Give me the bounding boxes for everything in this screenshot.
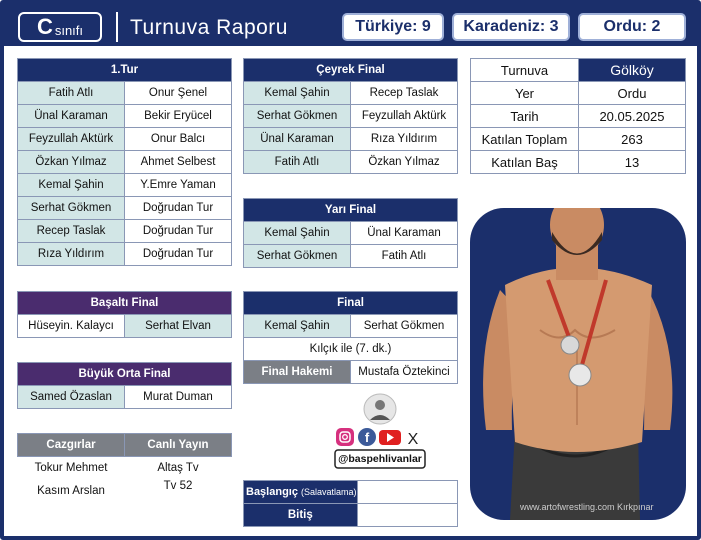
- channel-name: Tv 52: [163, 479, 193, 492]
- info-value: 13: [579, 151, 686, 174]
- count-badge-ordu: Ordu: 2: [578, 13, 686, 41]
- table-row: [244, 151, 458, 174]
- wrestler-b: Serhat Gökmen: [351, 315, 458, 338]
- cazgir-yayin-table: [17, 433, 232, 503]
- round1-table: [17, 58, 232, 266]
- wrestler-b: Doğrudan Tur: [125, 197, 232, 220]
- wrestler-b: Doğrudan Tur: [125, 243, 232, 266]
- table-row: [18, 82, 232, 105]
- page-title: Turnuva Raporu: [130, 16, 288, 39]
- table-row: [471, 105, 686, 128]
- wrestler-a: Özkan Yılmaz: [18, 151, 125, 174]
- table-row: [18, 457, 232, 480]
- wrestler-b: Bekir Eryücel: [125, 105, 232, 128]
- channel-name: Altaş Tv: [157, 462, 199, 475]
- wrestler-b: Rıza Yıldırım: [351, 128, 458, 151]
- wrestler-a: Kemal Şahin: [244, 315, 351, 338]
- wrestler-a: Kemal Şahin: [18, 174, 125, 197]
- table-row: [244, 315, 458, 338]
- wrestler-a: Serhat Gökmen: [18, 197, 125, 220]
- buyuk-orta-final-table: [17, 362, 232, 409]
- quarter-final-table: [243, 58, 458, 174]
- basalti-final-title: Başaltı Final: [18, 292, 232, 315]
- table-row: [18, 220, 232, 243]
- table-row: [471, 82, 686, 105]
- final-table: [243, 291, 458, 384]
- info-label: Tarih: [471, 105, 579, 128]
- social-handle[interactable]: @baspehlivanlar: [338, 453, 422, 465]
- wrestler-b: Feyzullah Aktürk: [351, 105, 458, 128]
- info-value: Ordu: [579, 82, 686, 105]
- table-row: [18, 243, 232, 266]
- table-row: [18, 386, 232, 409]
- wrestler-a: Rıza Yıldırım: [18, 243, 125, 266]
- live-stream-title: Canlı Yayın: [125, 434, 232, 457]
- table-row: [244, 338, 458, 361]
- header-bar: [4, 4, 697, 46]
- wrestler-a: Ünal Karaman: [18, 105, 125, 128]
- wrestler-b: Y.Emre Yaman: [125, 174, 232, 197]
- wrestler-a: Serhat Gökmen: [244, 245, 351, 268]
- start-label: [244, 481, 358, 504]
- info-value: 20.05.2025: [579, 105, 686, 128]
- table-row: [471, 151, 686, 174]
- basalti-final-table: [17, 291, 232, 338]
- wrestler-b: Ünal Karaman: [351, 222, 458, 245]
- logo-letter: C: [36, 14, 53, 39]
- tournament-name: Gölköy: [579, 59, 686, 82]
- info-label: Katılan Toplam: [471, 128, 579, 151]
- svg-text:f: f: [364, 430, 370, 445]
- semi-final-title: Yarı Final: [244, 199, 458, 222]
- wrestler-a: Ünal Karaman: [244, 128, 351, 151]
- buyuk-orta-final-title: Büyük Orta Final: [18, 363, 232, 386]
- table-row: [18, 197, 232, 220]
- wrestler-a: Fatih Atlı: [244, 151, 351, 174]
- count-badge-turkiye: Türkiye: 9: [342, 13, 444, 41]
- info-value: 263: [579, 128, 686, 151]
- wrestler-a: Recep Taslak: [18, 220, 125, 243]
- round1-title: 1.Tur: [18, 59, 232, 82]
- wrestler-b: Recep Taslak: [351, 82, 458, 105]
- wrestler-a: Kemal Şahin: [244, 222, 351, 245]
- wrestler-b: Ahmet Selbest: [125, 151, 232, 174]
- info-label: Turnuva: [471, 59, 579, 82]
- header-divider: [116, 12, 118, 42]
- wrestler-b: Onur Balcı: [125, 128, 232, 151]
- avatar: [364, 394, 396, 424]
- end-time: [357, 504, 457, 527]
- table-row: [244, 481, 458, 504]
- x-icon[interactable]: [408, 431, 419, 448]
- table-row: [18, 315, 232, 338]
- champion-photo: [470, 180, 690, 520]
- wrestler-b: Serhat Elvan: [125, 315, 232, 338]
- quarter-final-title: Çeyrek Final: [244, 59, 458, 82]
- table-row: [471, 128, 686, 151]
- table-row: [18, 151, 232, 174]
- wrestler-illustration: [470, 180, 690, 520]
- tournament-info-table: [470, 58, 686, 174]
- wrestler-b: Fatih Atlı: [351, 245, 458, 268]
- table-row: [471, 59, 686, 82]
- end-label: Bitiş: [244, 504, 358, 527]
- instagram-icon[interactable]: [336, 428, 354, 446]
- start-label-text: Başlangıç: [246, 486, 298, 498]
- wrestler-b: Doğrudan Tur: [125, 220, 232, 243]
- table-row: [18, 480, 232, 503]
- table-row: [244, 82, 458, 105]
- count-badge-karadeniz: Karadeniz: 3: [452, 13, 570, 41]
- facebook-icon[interactable]: [358, 428, 376, 446]
- social-block: [334, 392, 426, 472]
- table-row: [244, 128, 458, 151]
- table-row: [244, 222, 458, 245]
- referee-label: Final Hakemi: [244, 361, 351, 384]
- wrestler-a: Samed Özaslan: [18, 386, 125, 409]
- start-time: [357, 481, 457, 504]
- final-title: Final: [244, 292, 458, 315]
- wrestler-a: Fatih Atlı: [18, 82, 125, 105]
- wrestler-b: Özkan Yılmaz: [351, 151, 458, 174]
- start-note: (Salavatlama): [301, 487, 357, 497]
- table-row: [244, 105, 458, 128]
- semi-final-table: [243, 198, 458, 268]
- referee-name: Mustafa Öztekinci: [351, 361, 458, 384]
- time-table: [243, 480, 458, 527]
- svg-text:X: X: [407, 431, 419, 448]
- wrestler-a: Serhat Gökmen: [244, 105, 351, 128]
- wrestler-a: Feyzullah Aktürk: [18, 128, 125, 151]
- cazgir-title: Cazgırlar: [18, 434, 125, 457]
- wrestler-a: Hüseyin. Kalaycı: [18, 315, 125, 338]
- cazgir-name: Kasım Arslan: [37, 485, 105, 497]
- photo-watermark: www.artofwrestling.com Kırkpınar: [520, 502, 654, 512]
- wrestler-b: Murat Duman: [125, 386, 232, 409]
- class-logo: [18, 12, 102, 42]
- wrestler-b: Onur Şenel: [125, 82, 232, 105]
- cazgir-name: Tokur Mehmet: [34, 462, 108, 475]
- table-row: [18, 128, 232, 151]
- info-label: Yer: [471, 82, 579, 105]
- table-row: [18, 105, 232, 128]
- table-row: [244, 361, 458, 384]
- table-row: [244, 245, 458, 268]
- youtube-icon[interactable]: [379, 430, 401, 445]
- table-row: [244, 504, 458, 527]
- wrestler-a: Kemal Şahin: [244, 82, 351, 105]
- logo-text: sınıfı: [54, 22, 84, 38]
- final-result: Kılçık ile (7. dk.): [244, 338, 458, 361]
- info-label: Katılan Baş: [471, 151, 579, 174]
- table-row: [18, 174, 232, 197]
